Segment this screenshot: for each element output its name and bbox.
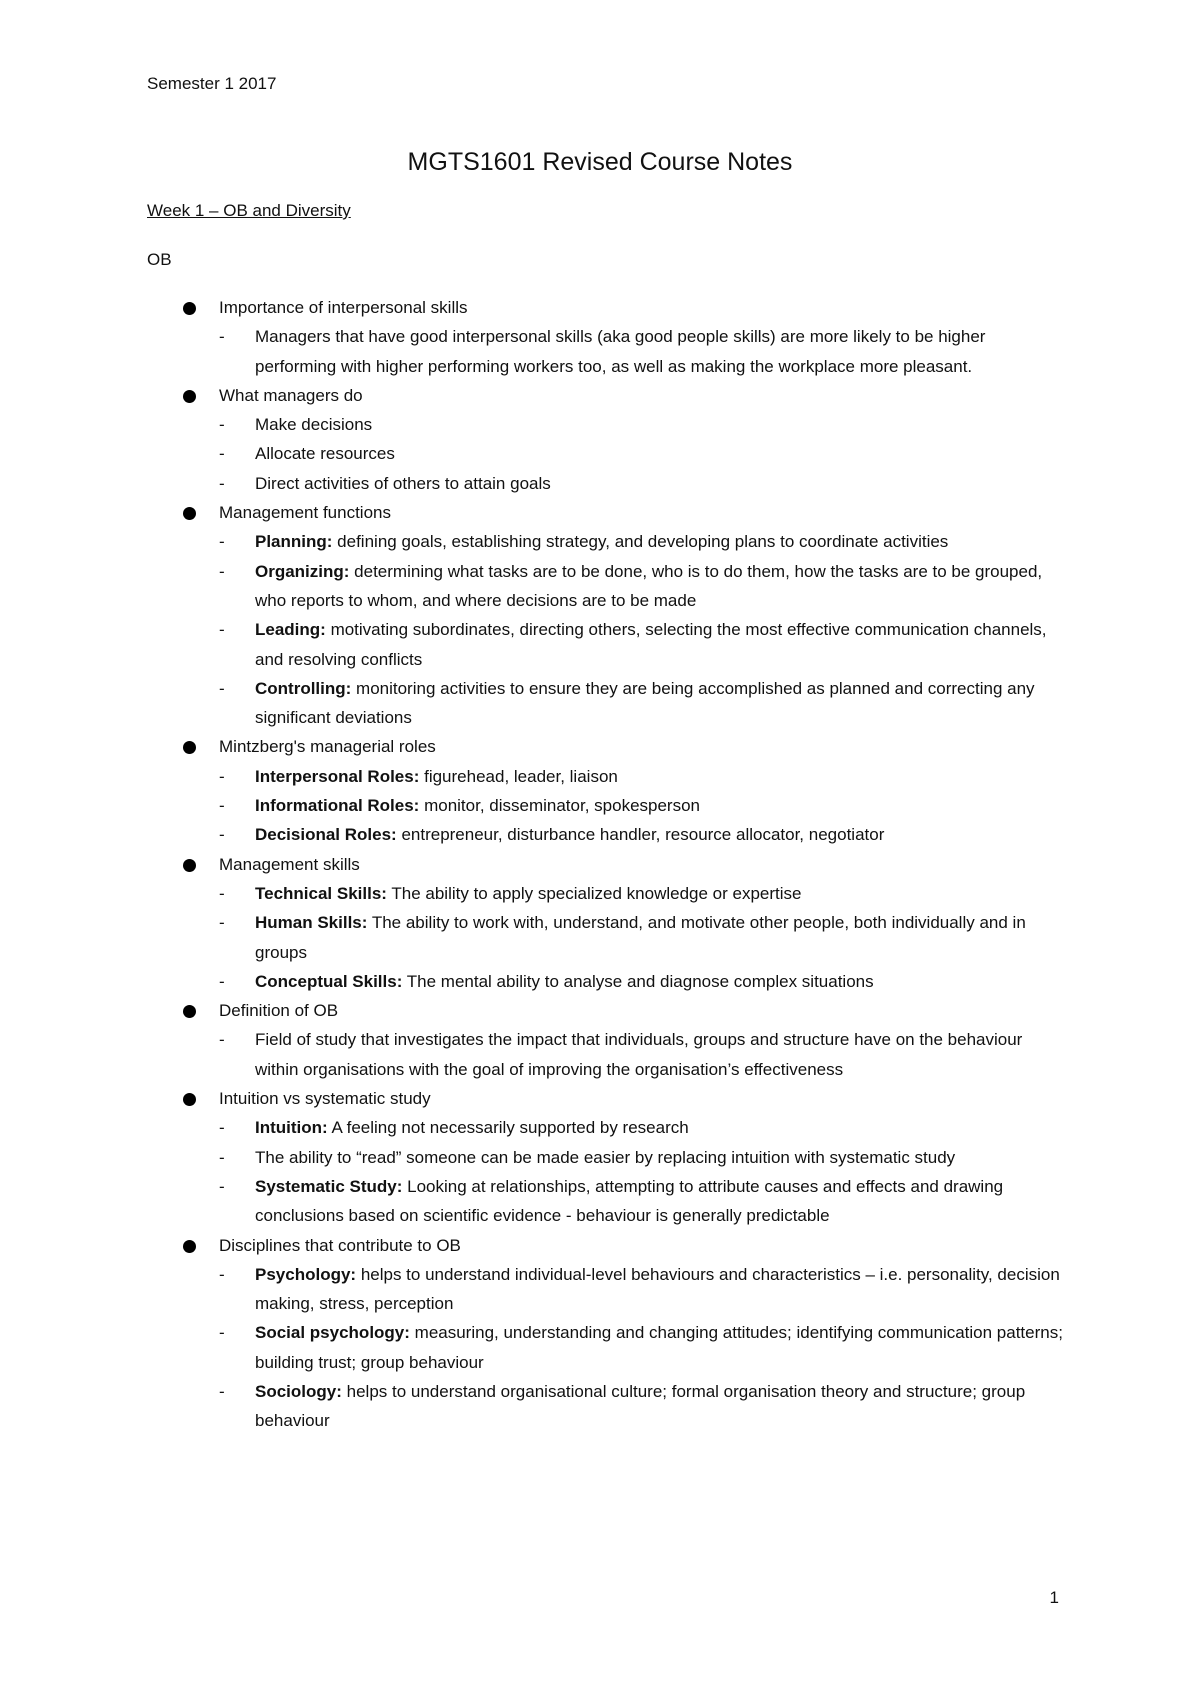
dash-marker: - [219, 532, 225, 552]
dash-marker: - [219, 327, 225, 347]
sub-point-text: helps to understand individual-level behaviours and characteristics – i.e. personality, decision making, stress, perception [255, 1264, 1060, 1314]
dash-marker: - [219, 678, 225, 698]
term-label: Human Skills: [255, 913, 368, 933]
sub-point [147, 322, 1067, 381]
sub-point-text: monitoring activities to ensure they are being accomplished as planned and correcting any significant deviations [255, 678, 1035, 728]
dash-marker: - [219, 473, 225, 493]
sub-point-text: Looking at relationships, attempting to attribute causes and effects and drawing conclusions based on scientific evidence - behaviour is generally predictable [255, 1176, 1004, 1226]
bullet-topic: Importance of interpersonal skills [147, 293, 1067, 322]
sub-point [147, 967, 1067, 996]
sub-point [147, 1113, 1067, 1142]
sub-point [147, 469, 1067, 498]
dash-marker: - [219, 620, 225, 640]
dash-marker: - [219, 415, 225, 435]
dash-marker: - [219, 1030, 225, 1050]
sub-point [147, 1172, 1067, 1231]
term-label: Leading: [255, 620, 326, 640]
sub-point [147, 557, 1067, 616]
sub-point [147, 410, 1067, 439]
section-heading: OB [147, 250, 172, 269]
sub-point [147, 820, 1067, 849]
bullet-topic: Management functions [147, 498, 1067, 527]
term-label: Conceptual Skills: [255, 971, 403, 991]
week-heading: Week 1 – OB and Diversity [147, 201, 351, 220]
sub-point-text: The ability to “read” someone can be made easier by replacing intuition with systematic study [255, 1147, 956, 1167]
bullet-topic: Disciplines that contribute to OB [147, 1231, 1067, 1260]
sub-point-text: helps to understand organisational culture; formal organisation theory and structure; group behaviour [255, 1381, 1026, 1431]
sub-point-text: The ability to apply specialized knowledge or expertise [386, 883, 802, 903]
sub-point-text: figurehead, leader, liaison [419, 766, 618, 786]
sub-point [147, 674, 1067, 733]
sub-point [147, 1143, 1067, 1172]
sub-point [147, 1025, 1067, 1084]
sub-point [147, 1260, 1067, 1319]
sub-point [147, 439, 1067, 468]
sub-point-text: determining what tasks are to be done, who is to do them, how the tasks are to be grouped, who reports to whom, and where decisions are to be made [255, 561, 1043, 610]
sub-point-text: A feeling not necessarily supported by research [327, 1118, 689, 1138]
dash-marker: - [219, 1176, 225, 1196]
document-title: MGTS1601 Revised Course Notes [407, 148, 793, 176]
dash-marker: - [219, 444, 225, 464]
sub-point [147, 1377, 1067, 1436]
term-label: Decisional Roles: [255, 825, 397, 845]
sub-point [147, 527, 1067, 556]
sub-point-text: defining goals, establishing strategy, and developing plans to coordinate activities [332, 532, 949, 552]
term-label: Systematic Study: [255, 1176, 403, 1196]
sub-point [147, 762, 1067, 791]
term-label: Organizing: [255, 561, 350, 581]
bullet-topic: What managers do [147, 381, 1067, 410]
sub-point [147, 1318, 1067, 1377]
term-label: Technical Skills: [255, 883, 387, 903]
term-label: Controlling: [255, 678, 352, 698]
term-label: Interpersonal Roles: [255, 766, 420, 786]
dash-marker: - [219, 1381, 225, 1401]
dash-marker: - [219, 1264, 225, 1284]
sub-point-text: measuring, understanding and changing attitudes; identifying communication patterns; building trust; group behaviour [255, 1323, 1063, 1372]
term-label: Social psychology: [255, 1323, 410, 1343]
dash-marker: - [219, 1147, 225, 1167]
bullet-topic: Intuition vs systematic study [147, 1084, 1067, 1113]
page-number: 1 [1049, 1588, 1059, 1607]
sub-point-text: monitor, disseminator, spokesperson [419, 796, 701, 816]
page-header: Semester 1 2017 [147, 74, 277, 93]
sub-point-text: motivating subordinates, directing others, selecting the most effective communication channels, and resolving conflicts [255, 620, 1047, 669]
sub-point [147, 791, 1067, 820]
dash-marker: - [219, 766, 225, 786]
sub-point-text: The ability to work with, understand, and motivate other people, both individually and in groups [255, 913, 1026, 962]
dash-marker: - [219, 825, 225, 845]
dash-marker: - [219, 796, 225, 816]
term-label: Psychology: [255, 1264, 357, 1284]
sub-point [147, 615, 1067, 674]
term-label: Intuition: [255, 1118, 328, 1138]
dash-marker: - [219, 1323, 225, 1343]
term-label: Informational Roles: [255, 796, 420, 816]
bullet-topic: Mintzberg's managerial roles [147, 732, 1067, 761]
sub-point-text: entrepreneur, disturbance handler, resource allocator, negotiator [396, 825, 885, 845]
dash-marker: - [219, 971, 225, 991]
term-label: Planning: [255, 532, 333, 552]
sub-point-text: The mental ability to analyse and diagnose complex situations [402, 971, 874, 991]
dash-marker: - [219, 561, 225, 581]
topic-list [147, 293, 1067, 1436]
sub-point-text: Managers that have good interpersonal skills (aka good people skills) are more likely to be higher performing with higher performing workers too, as well as making the workplace more pleasant. [255, 327, 986, 376]
sub-point-text: Allocate resources [255, 444, 395, 464]
bullet-topic: Management skills [147, 850, 1067, 879]
term-label: Sociology: [255, 1381, 342, 1401]
dash-marker: - [219, 913, 225, 933]
sub-point [147, 908, 1067, 967]
sub-point [147, 879, 1067, 908]
sub-point-text: Make decisions [255, 415, 373, 435]
dash-marker: - [219, 1118, 225, 1138]
sub-point-text: Direct activities of others to attain goals [255, 473, 551, 493]
dash-marker: - [219, 883, 225, 903]
bullet-topic: Definition of OB [147, 996, 1067, 1025]
sub-point-text: Field of study that investigates the impact that individuals, groups and structure have on the behaviour within organisations with the goal of improving the organisation’s effectiveness [255, 1030, 1023, 1079]
